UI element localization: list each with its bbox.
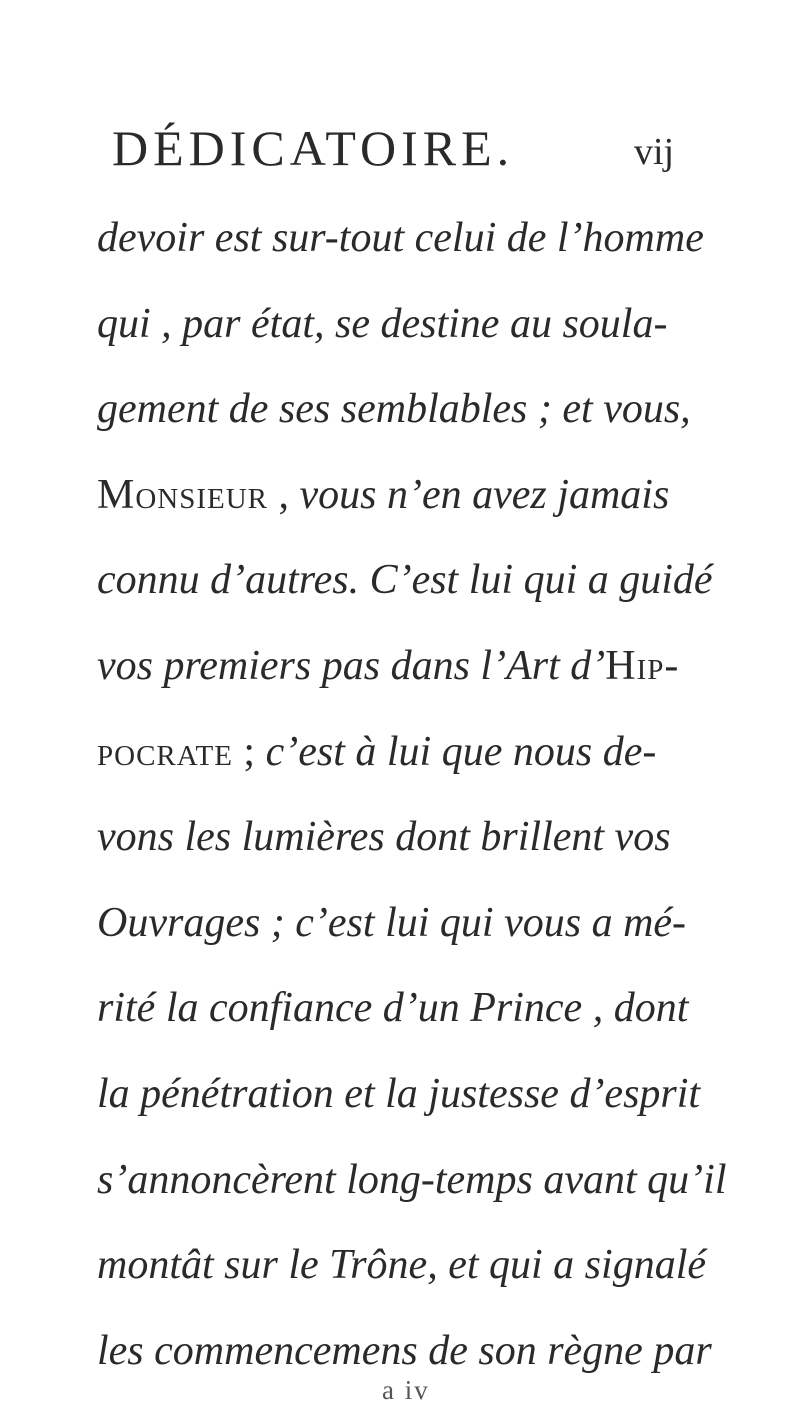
text-run: Monsieur (97, 471, 269, 518)
text-run: rité la confiance d’un Prince , dont (97, 985, 689, 1032)
text-run: s’annoncèrent long-temps avant qu’il (97, 1156, 727, 1203)
text-run: connu d’autres. C’est lui qui a guidé (97, 557, 713, 604)
text-run: qui , par état, se destine au soula- (97, 300, 668, 347)
text-line (97, 282, 767, 368)
text-run: c’est à lui que nous de- (265, 728, 657, 775)
text-run: les commencemens de son règne par (97, 1327, 712, 1374)
text-line (97, 1052, 767, 1138)
text-line (97, 453, 767, 539)
text-run: ; (232, 728, 266, 775)
text-line (97, 1309, 767, 1395)
running-head (112, 118, 675, 178)
text-run: Ouvrages ; c’est lui qui vous a mé- (97, 899, 687, 946)
body-text (97, 196, 767, 1394)
running-title: DÉDICATOIRE. (112, 120, 515, 176)
text-line (97, 710, 767, 796)
page-number: vij (634, 131, 675, 173)
text-run: pocrate (97, 728, 233, 775)
text-line (97, 795, 767, 881)
text-line (97, 881, 767, 967)
text-run: , (268, 471, 300, 518)
text-run: vons les lumières dont brillent vos (97, 814, 671, 861)
text-line (97, 624, 767, 710)
text-run: montât sur le Trône, et qui a signalé (97, 1242, 706, 1289)
text-run: gement de ses semblables ; et vous, (97, 386, 691, 433)
text-run: vous n’en avez jamais (299, 471, 670, 518)
text-line (97, 1223, 767, 1309)
signature-mark: a iv (382, 1375, 430, 1405)
text-run: Hip- (605, 642, 680, 689)
text-line (97, 367, 767, 453)
text-line (97, 538, 767, 624)
text-run: devoir est sur-tout celui de l’homme (97, 215, 704, 261)
text-line (97, 966, 767, 1052)
text-run: la pénétration et la justesse d’esprit (97, 1070, 701, 1117)
text-line (97, 196, 767, 282)
text-run: vos premiers pas dans l’Art d’ (97, 642, 606, 689)
text-line (97, 1138, 767, 1224)
